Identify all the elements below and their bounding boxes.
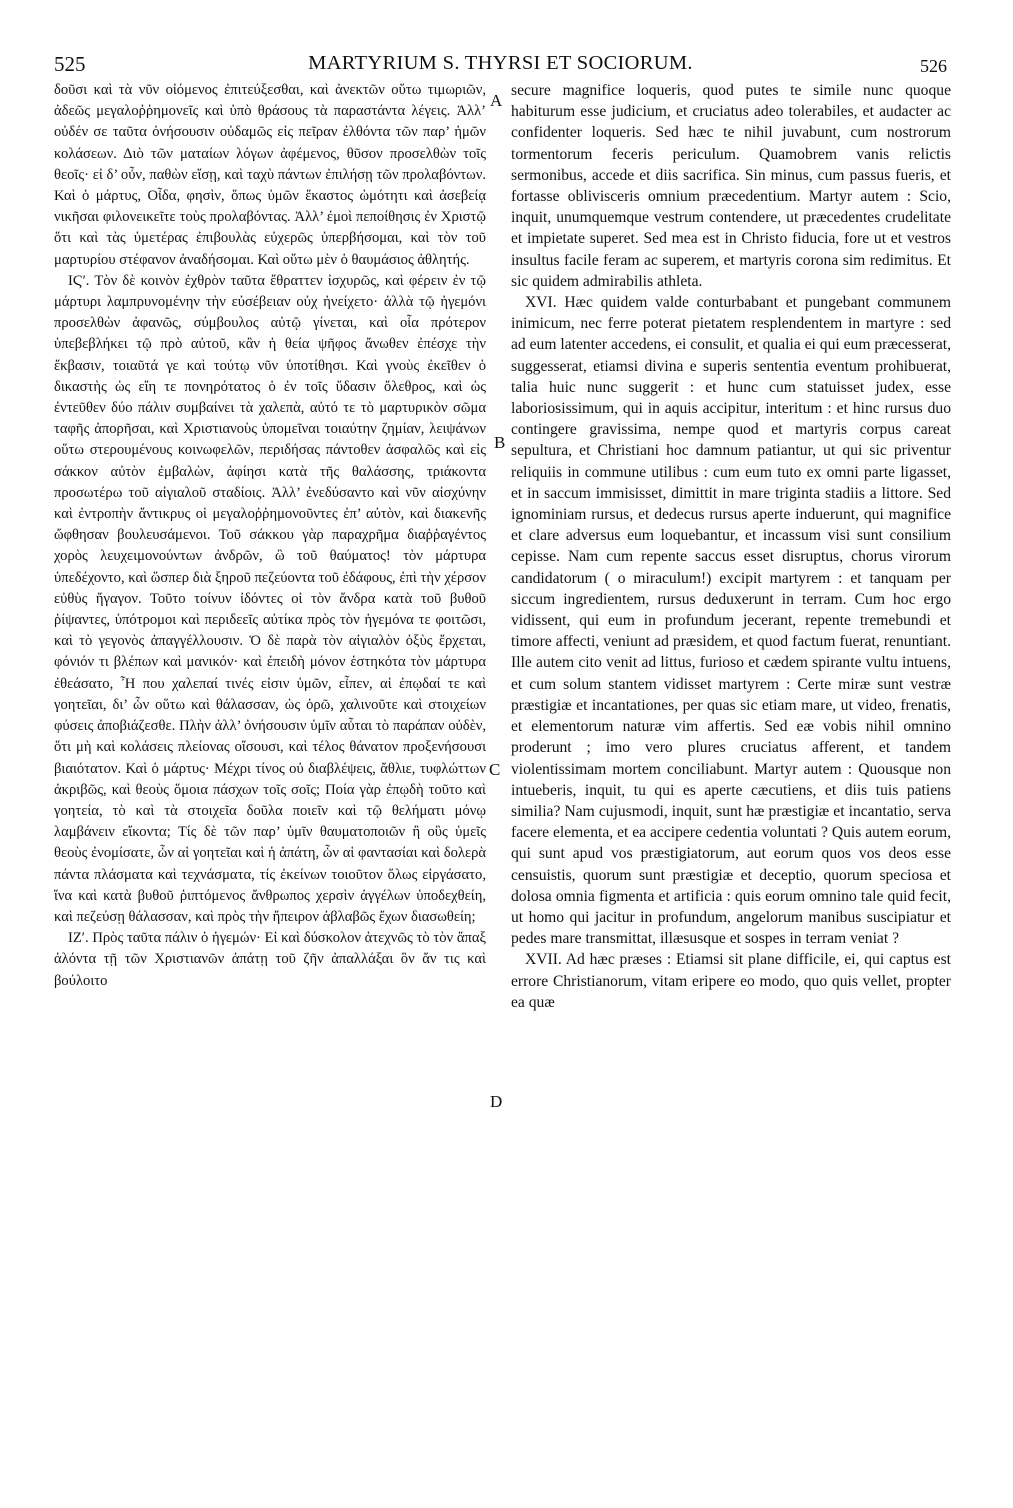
latin-paragraph: secure magnifice loqueris, quod putes te simile nunc quoque habiturum esse judicium, et cruciatus adeo tolerabiles, et audacter ac confidenter loqueris. Sed hæc te nihil juvabunt, cum nostrorum tormentorum feceris periculum. Quamobrem vanis relictis sermonibus, accede et diis sacrifica. Sin minus, cum passus fueris, et fortasse oblivisceris omnium præcedentium. Martyr autem : Scio, inquit, unumquemque vestrum contendere, ut præcedentes crudelitate et impietate superet. Sed mea est in Christo fiducia, fore ut et vestros insultus facile feram ac superem, et martyris corona sim redimitus. Et sic quidem admirabilis athleta.: [511, 82, 951, 290]
latin-column: [511, 80, 951, 1470]
greek-paragraph: ΙϚʹ. Τὸν δὲ κοινὸν ἐχθρὸν ταῦτα ἔθραττεν ἰσχυρῶς, καὶ φέρειν ἐν τῷ μάρτυρι λαμπρυνομένην τὴν εὐσέβειαν οὐχ ἠνείχετο· ἀλλὰ τῷ ἡγεμόνι προσελθὼν ἀφανῶς, σύμβουλος αὐτῷ γίνεται, καὶ οἷα πρότερον ὑπεβεβλήκει τῷ πρὸ αὐτοῦ, κἂν ἡ θεία ψῆφος ἄνωθεν ἐπέσχε τὴν ἔκβασιν, τοιαῦτά γε καὶ τούτῳ νῦν ὑποτίθησι. Καὶ γνοὺς ἐκεῖθεν ὁ δικαστὴς ὡς εἴη τε πονηρότατος ὁ ἐν τοῖς ὕδασιν ὄλεθρος, καὶ ὡς ἐντεῦθεν δύο πάλιν συμβαίνει τὰ χαλεπὰ, αὐτό τε τὸ μαρτυρικὸν σῶμα ταφῆς ἀπορῆσαι, καὶ Χριστιανοὺς ὑπομεῖναι τοιαύτην ζημίαν, λειψάνων οὕτω στερουμένους κοινωφελῶν, περιδήσας πάντοθεν ἀσφαλῶς καὶ εἰς σάκκον αὐτὸν ἐμβαλὼν, ἀφίησι κατὰ τῆς θαλάσσης, τριάκοντα προσωτέρω τοῦ αἰγιαλοῦ σταδίοις. Ἀλλ’ ἐνεδύσαντο καὶ νῦν αἰσχύνην καὶ ἐντροπὴν ἄντικρυς οἱ μεγαλοῤῥημονοῦντες ἐπ’ αὐτὸν, καὶ διακενῆς ὤφθησαν βουλευσάμενοι. Τοῦ σάκκου γὰρ παραχρῆμα διαῤῥαγέντος χορὸς λευχειμονούντων ἀνδρῶν, ὢ τοῦ θαύματος! τὸν μάρτυρα ὑπεδέχοντο, καὶ ὥσπερ διὰ ξηροῦ πεζεύοντα τοῦ ἐδάφους, ἐπὶ τὴν χέρσον εὐθὺς ἤγαγον. Τοῦτο τοίνυν ἰδόντες οἱ τὸν ἄνδρα κατὰ τοῦ βυθοῦ ῥίψαντες, ὑπότρομοι καὶ περιδεεῖς αὐτίκα πρὸς τὸν ἡγεμόνα τε φοιτῶσι, καὶ τὸ γεγονὸς ἀπαγγέλλουσιν. Ὁ δὲ παρὰ τὸν αἰγιαλὸν ὀξὺς ἔρχεται, φόνιόν τι βλέπων καὶ μανικόν· καὶ ἐπειδὴ μόνον ἑστηκότα τὸν μάρτυρα ἐθεάσατο, Ἦ που χαλεπαί τινές εἰσιν ὑμῶν, εἶπεν, αἱ ἐπῳδαί τε καὶ γοητεῖαι, δι’ ὧν οὕτω καὶ θάλασσαν, ὡς ὁρῶ, χαλινοῦτε καὶ στοιχείων φύσεις ἀποβιάζεσθε. Πλὴν ἀλλ’ ὀνήσουσιν ὑμῖν αὗται τὸ παράπαν οὐδὲν, ὅτι μὴ καὶ κολάσεις πλείονας οἴσουσι, καὶ τέλος θάνατον προξενήσουσι βιαιότατον. Καὶ ὁ μάρτυς· Μέχρι τίνος οὐ διαβλέψεις, ἄθλιε, τυφλώττων ἀκριβῶς, καὶ θεοὺς ὅμοια πάσχων τοῖς σοῖς; Ποία γὰρ ἐπῳδὴ τοῦτο καὶ γοητεία, τὸ καὶ τὰ στοιχεῖα δοῦλα ποιεῖν καὶ τῷ θελήματι μόνῳ λαμβάνειν εἴκοντα; Τίς δὲ τῶν παρ’ ὑμῖν θαυματοποιῶν ἢ οὓς ὑμεῖς θεοὺς ἐνομίσατε, ὧν αἱ γοητεῖαι καὶ ἡ ἀπάτη, ὧν αἱ φαντασίαι καὶ δολερὰ πάντα πλάσματα καὶ τεχνάσματα, τίς ἐκείνων τοιοῦτον ὅλως εἰργάσατο, ἵνα καὶ κατὰ βυθοῦ ῥιπτόμενος ἄνθρωπος χερσὶν ἀγγέλων ὑποδεχθείη, καὶ πεζεύσῃ θάλασσαν, καὶ πρὸς τὴν ἤπειρον ἀβλαβῶς ἔχων διασωθείη;: [54, 272, 486, 925]
running-title: MARTYRIUM S. THYRSI ET SOCIORUM.: [308, 52, 693, 74]
page-number-right: 526: [920, 56, 947, 76]
greek-paragraph: δοῦσι καὶ τὰ νῦν οἰόμενος ἐπιτεύξεσθαι, καὶ ἀνεκτῶν οὕτω τιμωριῶν, ἀδεῶς μεγαλοῤῥημονεῖς καὶ ὑπὸ θράσους τὰ παραστάντα λέγεις. Ἀλλ’ οὐδέν σε ταῦτα ὀνήσουσιν οὐδαμῶς εἰς πεῖραν ἐλθόντα τῶν παρ’ ἡμῶν κολάσεων. Διὸ τῶν ματαίων λόγων ἀφέμενος, θῦσον προσελθὼν τοῖς θεοῖς· εἰ δ’ οὖν, παθὼν εἴσῃ, καὶ ταχὺ πάντων ἐπιλήσῃ τῶν προλαβόντων. Καὶ ὁ μάρτυς, Οἶδα, φησὶν, ὅπως ὑμῶν ἕκαστος ὠμότητι καὶ ἀσεβείᾳ νικῆσαι φιλονεικεῖτε τοὺς προλαβόντας. Ἀλλ’ ἐμοὶ πεποίθησις ἐν Χριστῷ ὅτι καὶ τὰς ὑμετέρας ἐπιβουλὰς εὐχερῶς ὑπερβήσομαι, καὶ τὸν τοῦ μαρτυρίου στέφανον ἀναδήσομαι. Καὶ οὕτω μὲν ὁ θαυμάσιος ἀθλητής.: [54, 82, 486, 268]
page-number-left: 525: [54, 52, 86, 76]
latin-paragraph: XVII. Ad hæc præses : Etiamsi sit plane difficile, ei, qui captus est errore Christianorum, vitam eripere eo modo, quo quis vellet, propter ea quæ: [511, 951, 951, 1011]
margin-letter-b: B: [494, 433, 506, 452]
greek-column: [54, 80, 486, 1470]
latin-paragraph: XVI. Hæc quidem valde conturbabant et pungebant communem inimicum, nec ferre poterat pietatem resplendentem in martyre : sed ad eum latenter accedens, ei consulit, et qualia ei qui eum præcesserat, suggesserat, etiamsi divina e superis sententia eventum prohibuerat, talia huic nunc suggerit : et hunc cum statuisset judex, esse laboriosissimum, qui in aquis accipitur, interitum : et hinc rursus duo contingere gravissima, nempe quod et martyris corpus careat sepultura, et Christiani hoc damnum patiantur, ut qui sic priventur reliquiis in commune utilibus : cum eum tuto ex omni parte ligasset, et in saccum immisisset, dimittit in mare triginta stadiis a littore. Sed ignominiam rursus, et dedecus rursus aperte induerunt, qui magnifice et clare adversus eum loquebantur, et incassum visi sunt consilium cepisse. Nam cum repente saccus esset disruptus, chorus virorum candidatorum ( o miraculum!) excipit martyrem : et tanquam per siccum ingredientem, rursus deduxerunt in terram. Cum hoc ergo vidissent, qui eum in profundum jecerant, repente tremebundi et timore affecti, veniunt ad præsidem, et quod factum fuerat, renuntiant. Ille autem cito venit ad littus, furioso et cædem spirante vultu intuens, et cum solum stantem vidisset martyrem : Certe miræ sunt vestræ præstigiæ et incantationes, per quas sic etiam mare, ut video, frenatis, et elementorum naturæ vim affertis. Sed eæ vobis nihil omnino proderunt ; imo vero plures cruciatus afferent, et tandem violentissimam mortem conciliabunt. Martyr autem : Quousque non intueberis, inquit, tu qui es aperte cæcutiens, et diis tuis patiens similia? Nam cujusmodi, inquit, sunt hæ præstigiæ et incantatio, serva facere elementa, et ea accipere cedentia voluntati ? Quis autem eorum, qui sunt apud vos præstigiatorum, aut eorum quos vos deos esse censuistis, quorum sunt præstigiæ et deceptio, quorum speciosa et dolosa omnia figmenta et artificia : quis eorum omnino tale quid fecit, ut homo qui jacitur in profundum, angelorum manibus suscipiatur et pedes mare transmittat, illæsusque et sospes in terram veniat ?: [511, 294, 951, 948]
margin-letter-a: A: [490, 91, 503, 110]
greek-paragraph: ΙΖʹ. Πρὸς ταῦτα πάλιν ὁ ἡγεμών· Εἰ καὶ δύσκολον ἀτεχνῶς τὸ τὸν ἅπαξ ἁλόντα τῇ τῶν Χριστιανῶν ἀπάτῃ τοῦ ζῆν ἀπαλλάξαι ὃν ἄν τις καὶ βούλοιτο: [54, 930, 486, 989]
margin-letter-d: D: [490, 1092, 503, 1111]
margin-letter-c: C: [489, 760, 501, 779]
